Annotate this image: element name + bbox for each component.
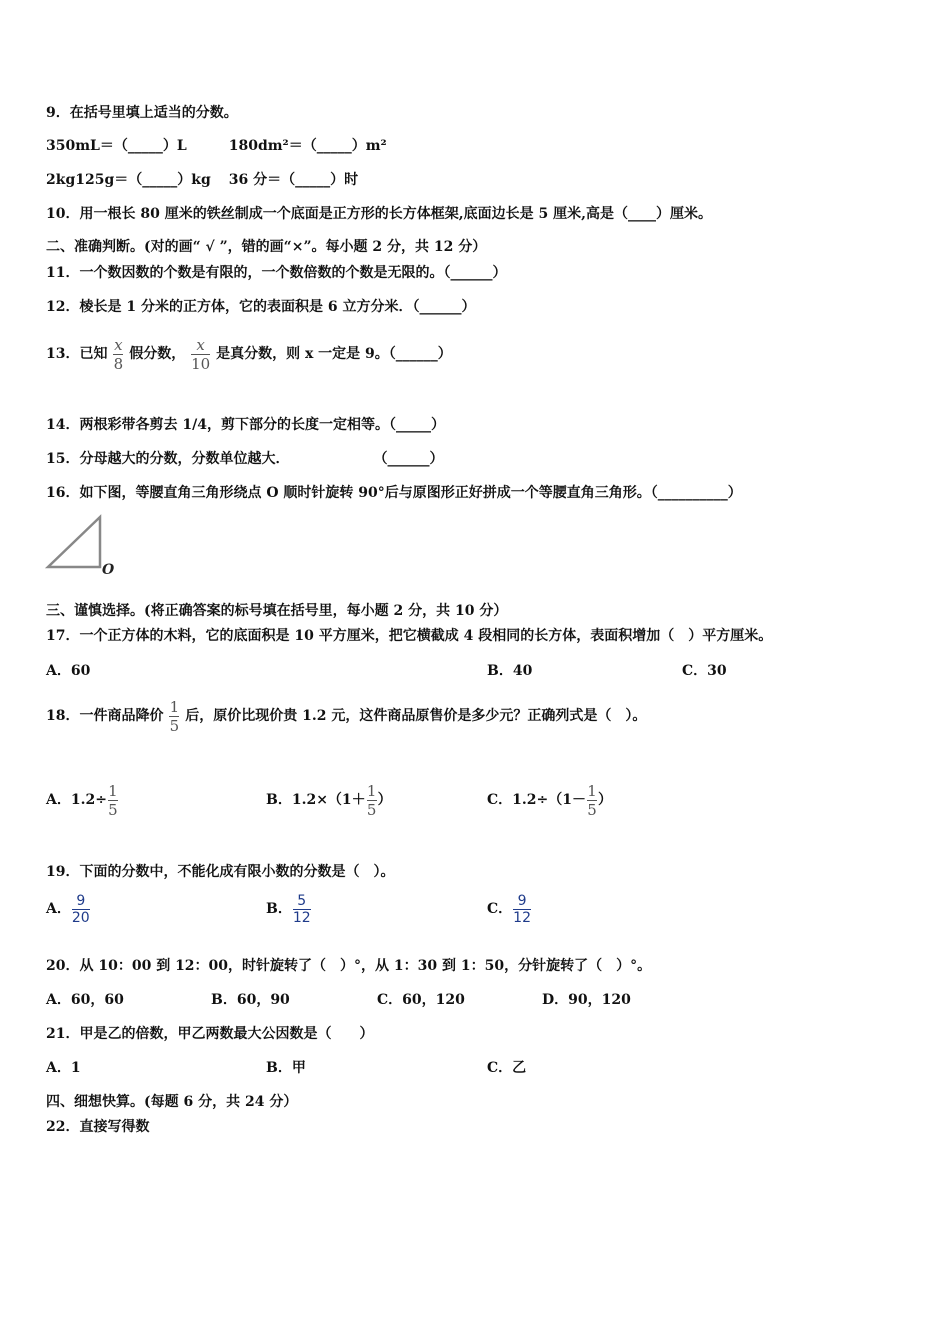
q18-option-a-prefix: A．1.2÷: [46, 792, 107, 808]
q13-fraction-x-over-8: [113, 336, 123, 373]
q18-option-a-fraction: [108, 782, 118, 819]
q19-option-a-fraction: [72, 893, 90, 926]
triangle-figure: [44, 513, 116, 577]
q13-mid: 假分数，: [129, 346, 186, 362]
section2-title: 二、准确判断。(对的画“ √ ”，错的画“×”。每小题 2 分，共 12 分）: [46, 239, 487, 255]
q19-options: [46, 890, 906, 930]
frac-den: 20: [71, 909, 90, 926]
q19-option-a[interactable]: [46, 890, 91, 928]
q21-text: 21．甲是乙的倍数，甲乙两数最大公因数是（ ）: [46, 1026, 374, 1042]
q19-option-b-label: B．: [266, 901, 292, 917]
q11-text: 11．一个数因数的个数是有限的，一个数倍数的个数是无限的。（______）: [46, 265, 507, 281]
q18-option-a[interactable]: [46, 778, 119, 822]
q18-frac-num: 1: [169, 697, 180, 716]
q18-prefix: 18．一件商品降价: [46, 708, 164, 724]
q20-option-d[interactable]: D．90，120: [542, 992, 631, 1008]
q18-option-b-fraction: [367, 782, 377, 819]
q20-option-b[interactable]: B．60，90: [211, 992, 290, 1008]
q15-blank: （______）: [373, 451, 444, 467]
frac-den: 5: [108, 800, 118, 819]
q9-item-dm: 180dm²＝（_____）m²: [228, 138, 387, 154]
q13-frac2-num: x: [196, 335, 205, 354]
q13-frac2-den: 10: [191, 354, 211, 373]
q18-frac-den: 5: [169, 716, 180, 735]
q18-suffix: 后，原价比现价贵 1.2 元，这件商品原售价是多少元？正确列式是（ ）。: [185, 708, 647, 724]
q17-option-a[interactable]: A．60: [46, 663, 91, 679]
q18-option-b-prefix: B．1.2×（1＋: [266, 792, 366, 808]
q18-options: [46, 778, 906, 822]
frac-den: 12: [513, 909, 531, 926]
q21-option-a[interactable]: A．1: [46, 1060, 81, 1076]
q18-option-c-prefix: C．1.2÷（1－: [487, 792, 586, 808]
q13-frac1-num: x: [114, 335, 123, 354]
right-triangle: [48, 517, 100, 567]
section4-title: 四、细想快算。(每题 6 分，共 24 分）: [46, 1094, 298, 1110]
q20-option-a[interactable]: A．60，60: [46, 992, 124, 1008]
frac-num: 9: [76, 892, 86, 909]
q9-item-min: 36 分＝（_____）时: [228, 172, 359, 188]
q13-line: [46, 334, 452, 374]
frac-num: 1: [587, 781, 597, 800]
q9-line1: [46, 136, 387, 156]
q16-text: 16．如下图，等腰直角三角形绕点 O 顺时针旋转 90°后与原图形正好拼成一个等腰直角三角形。（__________）: [46, 485, 742, 501]
frac-den: 5: [366, 800, 377, 819]
q17-option-c[interactable]: C．30: [682, 663, 727, 679]
frac-num: 9: [517, 892, 527, 909]
q15-text: 15．分母越大的分数，分数单位越大．: [46, 451, 290, 467]
q17-text: 17．一个正方体的木料，它的底面积是 10 平方厘米，把它横截成 4 段相同的长方体，表面积增加（ ）平方厘米。: [46, 628, 773, 644]
q18-option-b-suffix: ）: [377, 792, 392, 808]
q21-option-b[interactable]: B．甲: [266, 1060, 306, 1076]
q18-line: [46, 696, 646, 736]
q19-option-c-fraction: [513, 893, 531, 926]
frac-den: 5: [587, 800, 597, 819]
q19-text: 19．下面的分数中，不能化成有限小数的分数是（ ）。: [46, 864, 395, 880]
q19-option-b[interactable]: [266, 890, 312, 928]
q12-text: 12．棱长是 1 分米的正方体，它的表面积是 6 立方分米．（______）: [46, 299, 476, 315]
q9-item-kg: 2kg125g＝（_____）kg: [46, 172, 211, 188]
q18-option-c[interactable]: [487, 778, 612, 822]
point-o-label: O: [102, 562, 115, 577]
q9-stem: 9．在括号里填上适当的分数。: [46, 105, 238, 121]
q21-option-c[interactable]: C．乙: [487, 1060, 527, 1076]
frac-num: 5: [297, 892, 307, 909]
q19-option-c-label: C．: [487, 901, 513, 917]
frac-num: 1: [108, 781, 118, 800]
q18-option-c-suffix: ）: [597, 792, 612, 808]
q10-text: 10．用一根长 80 厘米的铁丝制成一个底面是正方形的长方体框架,底面边长是 5 厘米,高是（____）厘米。: [46, 206, 712, 222]
q17-option-b[interactable]: B．40: [487, 663, 533, 679]
q18-option-c-fraction: [587, 782, 597, 819]
q20-option-c[interactable]: C．60，120: [377, 992, 465, 1008]
frac-den: 12: [292, 909, 311, 926]
q13-prefix: 13．已知: [46, 346, 108, 362]
q9-item-ml: 350mL＝（_____）L: [46, 138, 187, 154]
q14-text: 14．两根彩带各剪去 1/4，剪下部分的长度一定相等。（_____）: [46, 417, 445, 433]
q19-option-b-fraction: [293, 893, 311, 926]
q20-text: 20．从 10：00 到 12：00，时针旋转了（ ）°，从 1：30 到 1：50，分针旋转了（ ）°。: [46, 958, 652, 974]
q22-text: 22．直接写得数: [46, 1119, 150, 1135]
q18-option-b[interactable]: [266, 778, 392, 822]
q13-fraction-x-over-10: [191, 336, 210, 373]
q18-fraction-one-fifth: [169, 698, 179, 735]
q9-line2: [46, 170, 358, 190]
frac-num: 1: [366, 781, 377, 800]
q19-option-c[interactable]: [487, 890, 532, 928]
q13-suffix: 是真分数，则 x 一定是 9。（______）: [216, 346, 452, 362]
section3-title: 三、谨慎选择。(将正确答案的标号填在括号里，每小题 2 分，共 10 分）: [46, 603, 508, 619]
q15-line: [46, 449, 443, 469]
q13-frac1-den: 8: [113, 354, 124, 373]
q19-option-a-label: A．: [46, 901, 71, 917]
